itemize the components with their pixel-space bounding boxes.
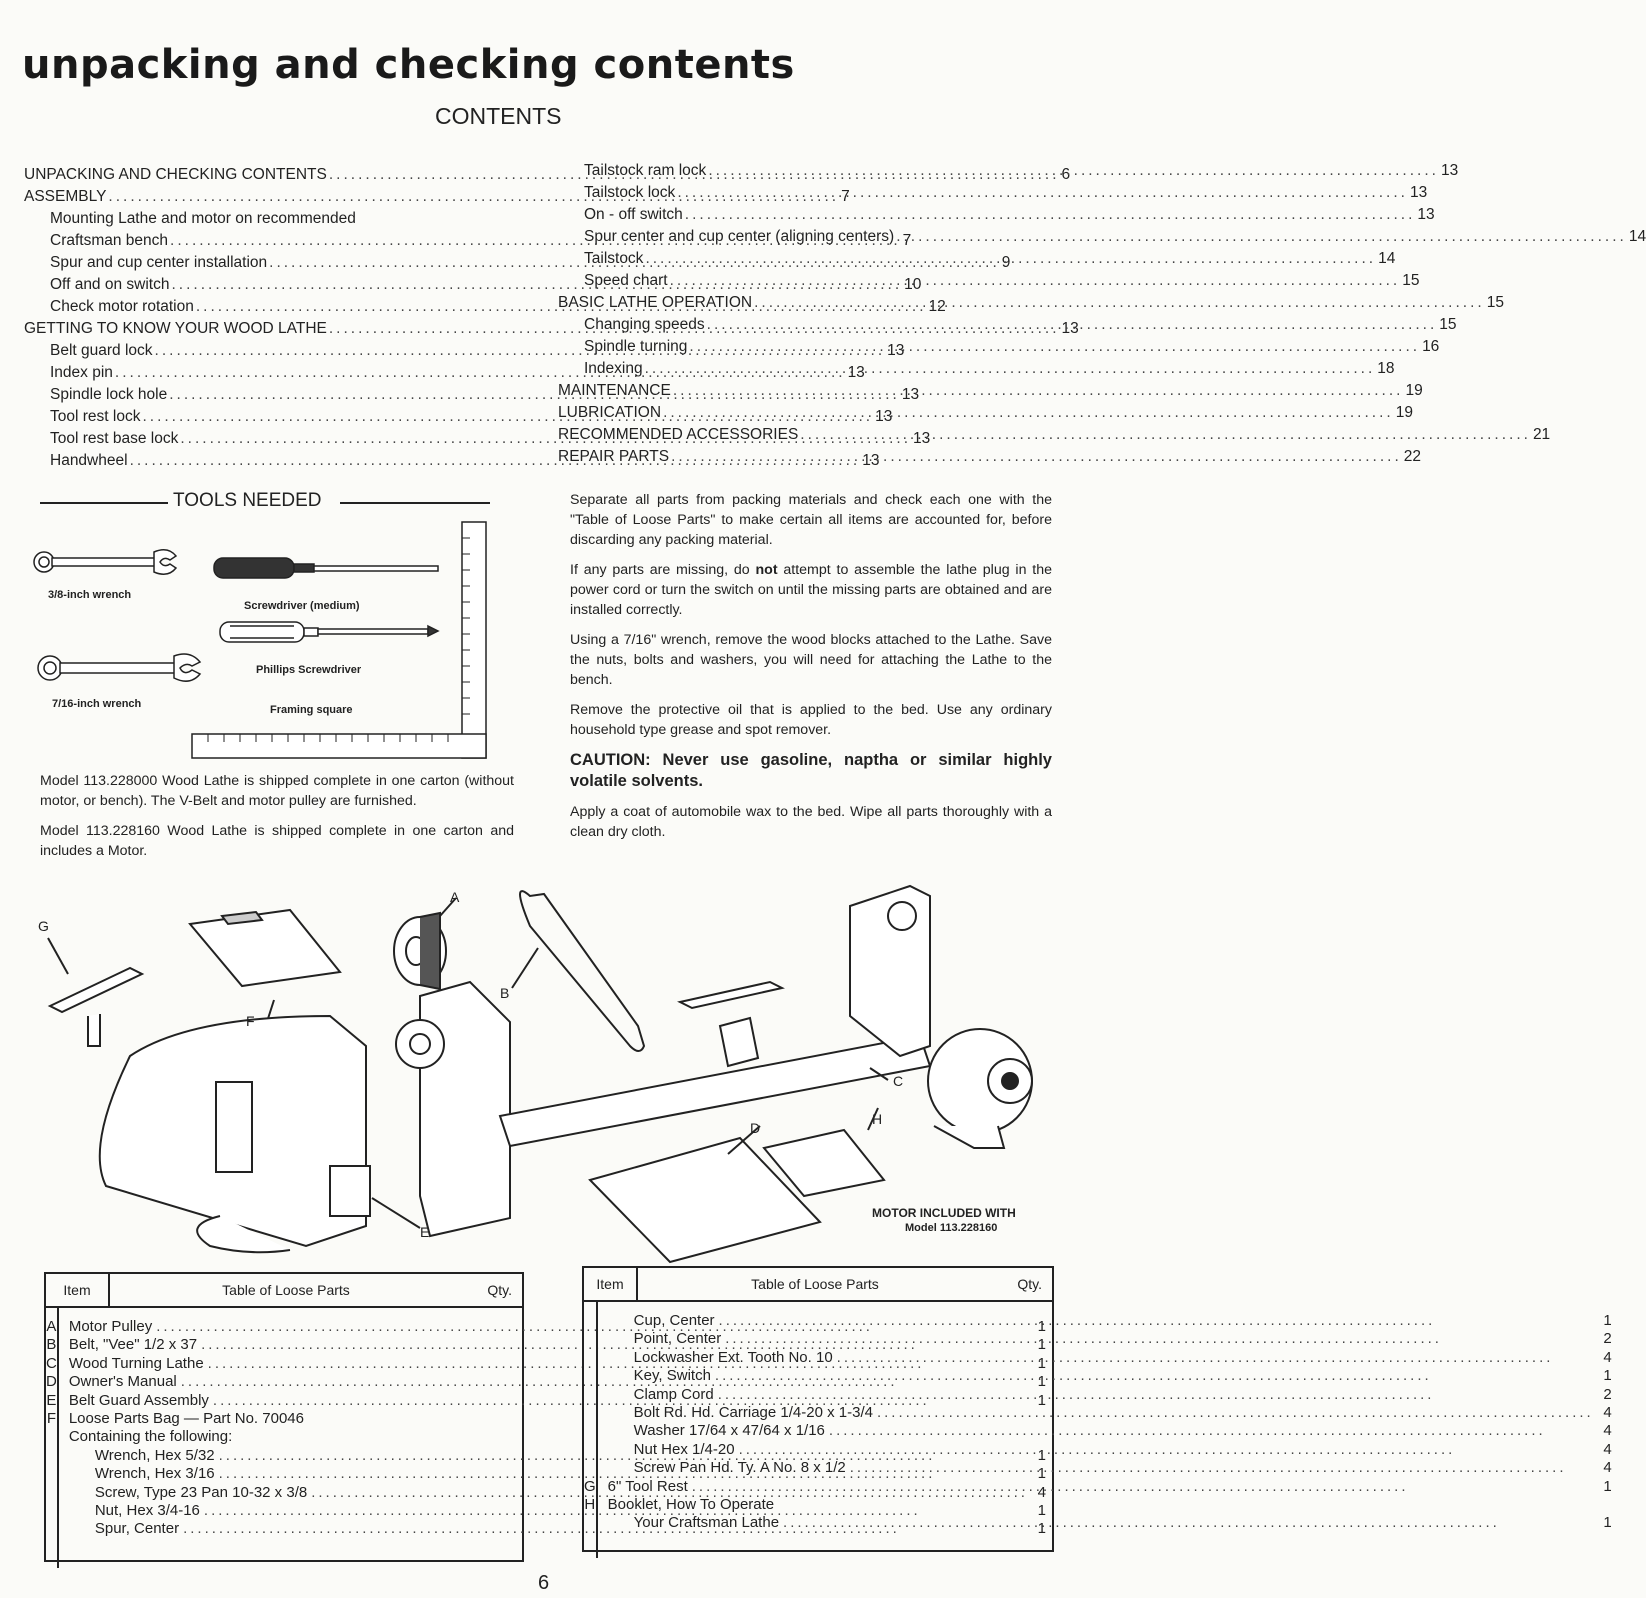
table-item-code <box>46 1520 57 1538</box>
label-e: E <box>420 1224 430 1240</box>
table-item-code <box>584 1386 596 1404</box>
table-item-code: E <box>46 1391 57 1409</box>
shipping-paragraph-1: Model 113.228000 Wood Lathe is shipped complete in one carton (without motor, or bench). The V-Belt and motor pulley are furnished. <box>40 773 514 809</box>
shipping-text <box>40 771 514 871</box>
toc-entry: LUBRICATION ..... 19 <box>558 402 1044 424</box>
toc-entry: RECOMMENDED ACCESSORIES ..... 21 <box>558 424 1044 446</box>
table-item-code: D <box>46 1373 57 1391</box>
toc-entry: UNPACKING AND CHECKING CONTENTS ..... 6 <box>24 164 514 186</box>
screwdriver-icon <box>214 558 438 578</box>
instruction-paragraph-3: Using a 7/16" wrench, remove the wood blocks attached to the Lathe. Save the nuts, bolts and washers, you will need for attaching the Lathe to the bench. <box>570 632 1052 688</box>
instructions <box>570 490 1052 852</box>
caution-text: CAUTION: Never use gasoline, naptha or similar highly volatile solvents. <box>570 751 1052 790</box>
page-number: 6 <box>538 1572 550 1594</box>
v-belt-icon <box>520 891 644 1051</box>
table-item-code <box>584 1349 596 1367</box>
table-item-code: B <box>46 1336 57 1354</box>
toc-right <box>558 160 1646 468</box>
toc-entry: Changing speeds ..... 15 <box>558 314 1044 336</box>
screwdriver-label: Screwdriver (medium) <box>244 600 360 612</box>
tools-needed-heading: TOOLS NEEDED <box>40 490 490 514</box>
label-a: A <box>450 889 460 905</box>
label-d: D <box>750 1120 761 1136</box>
table-row: Key, Switch ..... 1 <box>608 1367 1612 1385</box>
table-header: Item Table of Loose Parts Qty. <box>584 1268 1052 1302</box>
toc-entry: Spindle lock hole ..... 13 <box>24 384 514 406</box>
table-item-code <box>584 1514 596 1532</box>
table-row: Lockwasher Ext. Tooth No. 10 ..... 4 <box>608 1349 1612 1367</box>
toc-entry: BASIC LATHE OPERATION ..... 15 <box>558 292 1044 314</box>
parts-bag-icon <box>190 910 340 986</box>
motor-caption-1: MOTOR INCLUDED WITH <box>872 1206 1016 1220</box>
toc-entry: Off and on switch ..... 10 <box>24 274 514 296</box>
motor-icon <box>928 1029 1032 1148</box>
shipping-paragraph-2: Model 113.228160 Wood Lathe is shipped complete in one carton and includes a Motor. <box>40 823 514 859</box>
table-item-code <box>584 1459 596 1477</box>
table-row: Washer 17/64 x 47/64 x 1/16 ..... 4 <box>608 1422 1612 1440</box>
toc-entry: Handwheel ..... 13 <box>24 450 514 472</box>
toc-entry: Craftsman bench ..... 7 <box>24 230 514 252</box>
table-row: Point, Center ..... 2 <box>608 1330 1612 1348</box>
table-row: Booklet, How To Operate <box>607 1495 775 1513</box>
toc-entry: ASSEMBLY ..... 7 <box>24 186 514 208</box>
toc-entry: GETTING TO KNOW YOUR WOOD LATHE ..... 13 <box>24 318 514 340</box>
belt-guard-icon <box>100 1016 370 1252</box>
table-row: 6" Tool Rest ..... 1 <box>608 1478 1612 1496</box>
table-row: Belt Guard Assembly ..... 1 <box>69 1392 1046 1410</box>
instruction-paragraph-1: Separate all parts from packing materials and check each one with the "Table of Loose Parts" to make certain all items are accounted for, before discarding any packing material. <box>570 492 1052 548</box>
table-item-code <box>584 1422 596 1440</box>
label-f: F <box>246 1013 255 1029</box>
table-row: Wrench, Hex 3/16 ..... 1 <box>69 1465 1046 1483</box>
toc-entry: Tool rest lock ..... 13 <box>24 406 514 428</box>
toc-entry: Spindle turning ..... 16 <box>558 336 1044 358</box>
table-item-code <box>46 1465 57 1483</box>
table-row: Nut, Hex 3/4-16 ..... 1 <box>69 1502 1046 1520</box>
toc-entry: Spur center and cup center (aligning centers) ..... 14 <box>558 226 1044 248</box>
label-h: H <box>872 1111 883 1127</box>
table-item-code: F <box>46 1409 56 1427</box>
toc-entry: Tailstock ..... 14 <box>558 248 1044 270</box>
table-row: Belt, "Vee" 1/2 x 37 ..... 1 <box>69 1336 1046 1354</box>
tools-illustration <box>24 518 494 763</box>
toc-entry: Index pin ..... 13 <box>24 362 514 384</box>
toc-entry: REPAIR PARTS ..... 22 <box>558 446 1044 468</box>
table-item-code: C <box>46 1354 57 1372</box>
label-g: G <box>38 918 49 934</box>
phillips-screwdriver-icon <box>220 622 438 642</box>
table-item-code <box>584 1404 596 1422</box>
table-item-code <box>46 1447 57 1465</box>
loose-parts-table-right <box>582 1266 1612 1552</box>
table-row: Clamp Cord ..... 2 <box>608 1386 1612 1404</box>
page-title: unpacking and checking contents <box>22 42 795 88</box>
phillips-label: Phillips Screwdriver <box>256 664 362 676</box>
toc-entry: Tool rest base lock ..... 13 <box>24 428 514 450</box>
table-row: Screw Pan Hd. Ty. A No. 8 x 1/2 ..... 4 <box>608 1459 1612 1477</box>
table-row: Containing the following: <box>68 1428 233 1446</box>
label-b: B <box>500 985 510 1001</box>
motor-caption-2: Model 113.228160 <box>905 1222 998 1234</box>
toc-entry: Indexing ..... 18 <box>558 358 1044 380</box>
wrench-3-8-label: 3/8-inch wrench <box>48 589 132 601</box>
table-item-code <box>46 1428 57 1446</box>
table-row: Nut Hex 1/4-20 ..... 4 <box>608 1441 1612 1459</box>
tool-rest-icon <box>50 968 142 1046</box>
table-row: Owner's Manual ..... 1 <box>69 1373 1046 1391</box>
table-row: Your Craftsman Lathe ..... 1 <box>608 1514 1612 1532</box>
instruction-paragraph-5: Apply a coat of automobile wax to the bed. Wipe all parts thoroughly with a clean dry cloth. <box>570 804 1052 840</box>
label-c: C <box>893 1073 904 1089</box>
table-item-code <box>584 1312 596 1330</box>
toc-entry: Speed chart ..... 15 <box>558 270 1044 292</box>
table-row: Cup, Center ..... 1 <box>608 1312 1612 1330</box>
toc-entry: Check motor rotation ..... 12 <box>24 296 514 318</box>
instruction-paragraph-2: If any parts are missing, do not attempt to assemble the lathe plug in the power cord or turn the switch on until the missing parts are obtained and are installed correctly. <box>570 562 1052 618</box>
toc-entry: Belt guard lock ..... 13 <box>24 340 514 362</box>
table-row: Spur, Center ..... 1 <box>69 1520 1046 1538</box>
wrench-7-16-label: 7/16-inch wrench <box>52 698 142 710</box>
contents-heading: CONTENTS <box>435 103 562 129</box>
toc-entry: Tailstock ram lock ..... 13 <box>558 160 1044 182</box>
framing-square-label: Framing square <box>270 704 353 716</box>
table-row: Screw, Type 23 Pan 10-32 x 3/8 ..... 4 <box>69 1484 1046 1502</box>
table-item-code <box>46 1502 57 1520</box>
table-item-code <box>584 1441 596 1459</box>
table-item-code: G <box>584 1477 596 1495</box>
table-item-code <box>46 1484 57 1502</box>
table-row: Bolt Rd. Hd. Carriage 1/4-20 x 1-3/4 ..... 4 <box>608 1404 1612 1422</box>
wrench-3-8-icon <box>34 550 176 575</box>
table-row: Wrench, Hex 5/32 ..... 1 <box>69 1447 1046 1465</box>
table-row: Wood Turning Lathe ..... 1 <box>69 1355 1046 1373</box>
toc-entry: Mounting Lathe and motor on recommended <box>50 210 356 227</box>
table-item-code <box>584 1367 596 1385</box>
toc-entry: On - off switch ..... 13 <box>558 204 1044 226</box>
table-header: Item Table of Loose Parts Qty. <box>46 1274 522 1308</box>
table-row: Motor Pulley ..... 1 <box>69 1318 1046 1336</box>
table-item-code: H <box>584 1495 596 1513</box>
wrench-7-16-icon <box>38 654 200 681</box>
table-item-code <box>584 1330 596 1348</box>
toc-entry: Tailstock lock ..... 13 <box>558 182 1044 204</box>
motor-pulley-icon <box>394 913 446 989</box>
toc-entry: MAINTENANCE ..... 19 <box>558 380 1044 402</box>
table-row: Loose Parts Bag — Part No. 70046 <box>68 1409 304 1427</box>
toc-entry: Spur and cup center installation ..... 9 <box>24 252 514 274</box>
table-item-code: A <box>46 1318 57 1335</box>
instruction-paragraph-4: Remove the protective oil that is applied to the bed. Use any ordinary household type grease and spot remover. <box>570 702 1052 738</box>
